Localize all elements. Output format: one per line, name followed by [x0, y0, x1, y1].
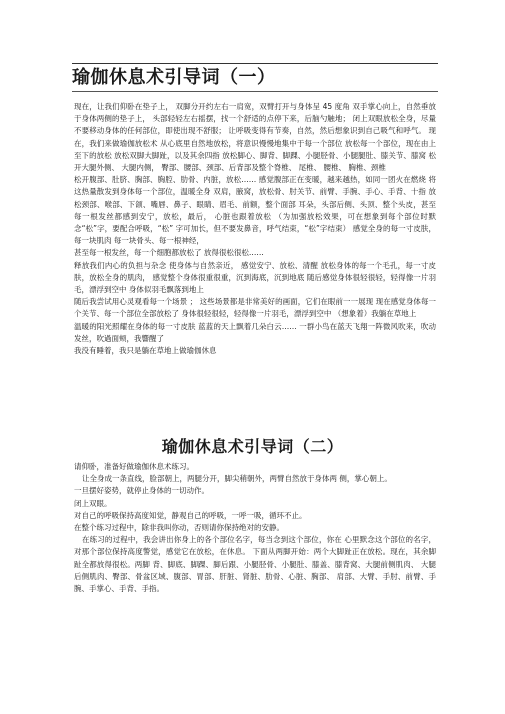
top-divider	[72, 63, 438, 64]
paragraph: 释放我们内心的负担与杂念 使身体与自然亲近， 感觉安宁、放松、清醒 放松身体的每一个毛孔，每一寸皮肤，放松全身的肌肉， 感觉整个身体很重很重，沉到海底，沉到地底 随后感觉身体很轻很轻，轻得像一片羽毛，漂浮到空中 身体似羽毛飘落到地上	[74, 260, 436, 295]
section1-body	[74, 101, 436, 357]
paragraph: 闭上双眼。	[74, 498, 112, 508]
paragraph: 现在，让我们仰卧在垫子上， 双脚分开约左右一肩宽，双臂打开与身体呈 45 度角 双手掌心向上，自然垂放于身体两侧的垫子上， 头部轻轻左右摇摆，找一个舒适的点停下来，后脑勺触地； 闭上双眼放松全身，尽量不要移动身体的任何部位，即使出现不舒服； 让呼吸变得有节奏，自然，然后想象识到自己吸气和呼气。 现在，我们来做瑜伽放松术 从心底里自然地放松，将意识慢慢地集中于每一个部位 放松每一个部位，现在由上至下的放松 放松双脚大脚趾，以及其余四指 放松脚心、脚背、脚踝、小腿胫骨、小腿腿肚、膝关节、膝窝 松开大腿外侧、 大腿内侧， 臀部、腰部、颈部、后背部及整个脊椎、 尾椎、 腰椎、 胸椎、颈椎	[74, 102, 436, 173]
section1-title: 瑜伽休息术引导词（一）	[72, 67, 276, 88]
title-underline	[72, 91, 438, 92]
section2-body	[74, 461, 436, 595]
paragraph: 在练习的过程中，我会讲出你身上的各个部位名字，每当念到这个部位，你在 心里默念这个部位的名字，对那个部位保持高度警觉，感觉它在放松，在休息。 下面从两脚开始：两个大脚趾正在放松。现在，其余脚趾全都放得很松。两脚 背、脚底、脚踝、脚后跟、小腿胫骨、小腿肚、膝盖、膝背窝、大腿前侧肌肉、 大腿后侧肌肉、臀部、骨盆区域、腹部、胃部、肝脏、肾脏、肋骨、心脏、胸部、 肩部、大臂、手肘、前臂、手腕、手掌心、手背、手指。	[74, 535, 436, 594]
paragraph: 请仰卧，准备好做瑜伽休息术练习。	[74, 462, 194, 471]
paragraph: 在整个练习过程中，除非我叫你动，否则请你保持绝对的安静。	[74, 523, 284, 533]
paragraph: 一旦摆好姿势，就停止身体的一切动作。	[74, 486, 209, 496]
paragraph: 对自己的呼吸保持高度知觉，静观自己的呼吸，一呼一吸，循环不止。	[74, 510, 307, 520]
paragraph: 甚至每一根发丝，每一个细胞都放松了 放得很松很松……	[74, 248, 264, 258]
paragraph: 温暖的阳光照耀在身体的每一寸皮肤 蓝蓝的天上飘着几朵白云…… 一群小鸟在蓝天飞翔一阵微风吹来，吹动发丝，吹過面颊，我響醒了	[74, 321, 436, 343]
paragraph: 随后我尝试用心灵观看每一个场景 ； 这些场景都是非常美好的画面，它们在眼前一一展现 现在感觉身体每一个关节、每一个部位全部放松了 身体很轻很轻，轻得像一片羽毛，漂浮到空中 （想象着）我躺在草地上	[74, 297, 436, 319]
paragraph: 我没有睡着，我只是躺在草地上做瑜伽休息	[74, 346, 217, 356]
paragraph: 让全身成一条直线，脸部朝上，两腿分开，脚尖稍朝外，两臂自然放于身体两 侧，掌心朝上。	[82, 474, 392, 484]
section2-title: 瑜伽休息术引导词（二）	[161, 437, 344, 456]
paragraph: 松开腹部、肚脐、胸部、胸腔、肋骨、内脏，放松…… 感觉腹部正在变暖，越来越热，如同一团火在燃烧 将这热量散发到身体每一个部位，温暖全身 双肩，腋窝，放松骨、肘关节、前臂、手腕、手心、手背、十指 放松颈部、喉部、下颌、嘴唇、鼻子、眼睛、眉毛、前额，整个面部 耳朵，头部后侧、头顶、整个头皮，甚至每一根发丝都感到安宁，放松，最后， 心脏也跟着放松 （为加强放松效果，可在想象到每个部位时默念“松”字，要配合呼吸，“松” 字可加长，但不要发鼻音，呼气结束，“松”字结束） 感觉全身的每一寸皮肤，每一块肌肉 每一块骨头、每一根神经，	[74, 175, 436, 246]
